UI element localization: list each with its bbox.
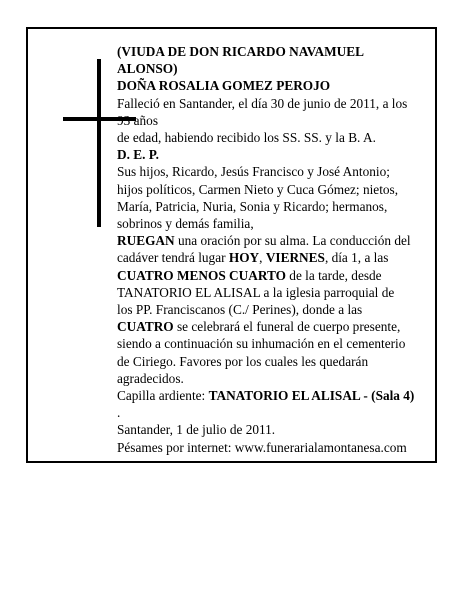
obituary-notice: [26, 27, 437, 463]
request-line-8: de Ciriego. Favores por los cuales les quedarán: [117, 353, 369, 369]
cross-vertical-bar: [97, 59, 101, 227]
request-line-5: los PP. Franciscanos (C./ Perines), donde a las: [117, 302, 363, 318]
family-line-2: hijos políticos, Carmen Nieto y Cuca Gómez; nietos,: [117, 181, 399, 197]
request-line-3: CUATRO MENOS CUARTO de la tarde, desde: [117, 267, 382, 283]
death-line-1: Falleció en Santander, el día 30 de junio de 2011, a los: [117, 95, 408, 111]
request-line-4: TANATORIO EL ALISAL a la iglesia parroquial de: [117, 284, 395, 300]
request-line-7: siendo a continuación su inhumación en el cementerio: [117, 336, 406, 352]
family-line-3: María, Patricia, Nuria, Sonia y Ricardo; hermanos,: [117, 198, 388, 214]
request-line-1: RUEGAN una oración por su alma. La conducción del: [117, 233, 411, 249]
date-line: Santander, 1 de julio de 2011.: [117, 422, 276, 438]
deceased-name: DOÑA ROSALIA GOMEZ PEROJO: [117, 78, 331, 94]
chapel-period: .: [117, 405, 121, 421]
death-line-2: 93 años: [117, 112, 158, 128]
dep-line: D. E. P.: [117, 147, 159, 163]
widow-line-2: ALONSO): [117, 61, 178, 77]
request-line-9: agradecidos.: [117, 370, 184, 386]
request-line-6: CUATRO se celebrará el funeral de cuerpo presente,: [117, 319, 401, 335]
family-line-4: sobrinos y demás familia,: [117, 216, 254, 232]
widow-line-1: (VIUDA DE DON RICARDO NAVAMUEL: [117, 44, 364, 59]
chapel-line: Capilla ardiente: TANATORIO EL ALISAL - (Sala 4): [117, 388, 415, 404]
death-line-3: de edad, habiendo recibido los SS. SS. y la B. A.: [117, 130, 376, 146]
notice-text: [117, 43, 433, 456]
condolences-line: Pésames por internet: www.funerarialamontanesa.com: [117, 439, 407, 455]
request-line-2: cadáver tendrá lugar HOY, VIERNES, día 1, a las: [117, 250, 389, 266]
family-line-1: Sus hijos, Ricardo, Jesús Francisco y José Antonio;: [117, 164, 390, 180]
